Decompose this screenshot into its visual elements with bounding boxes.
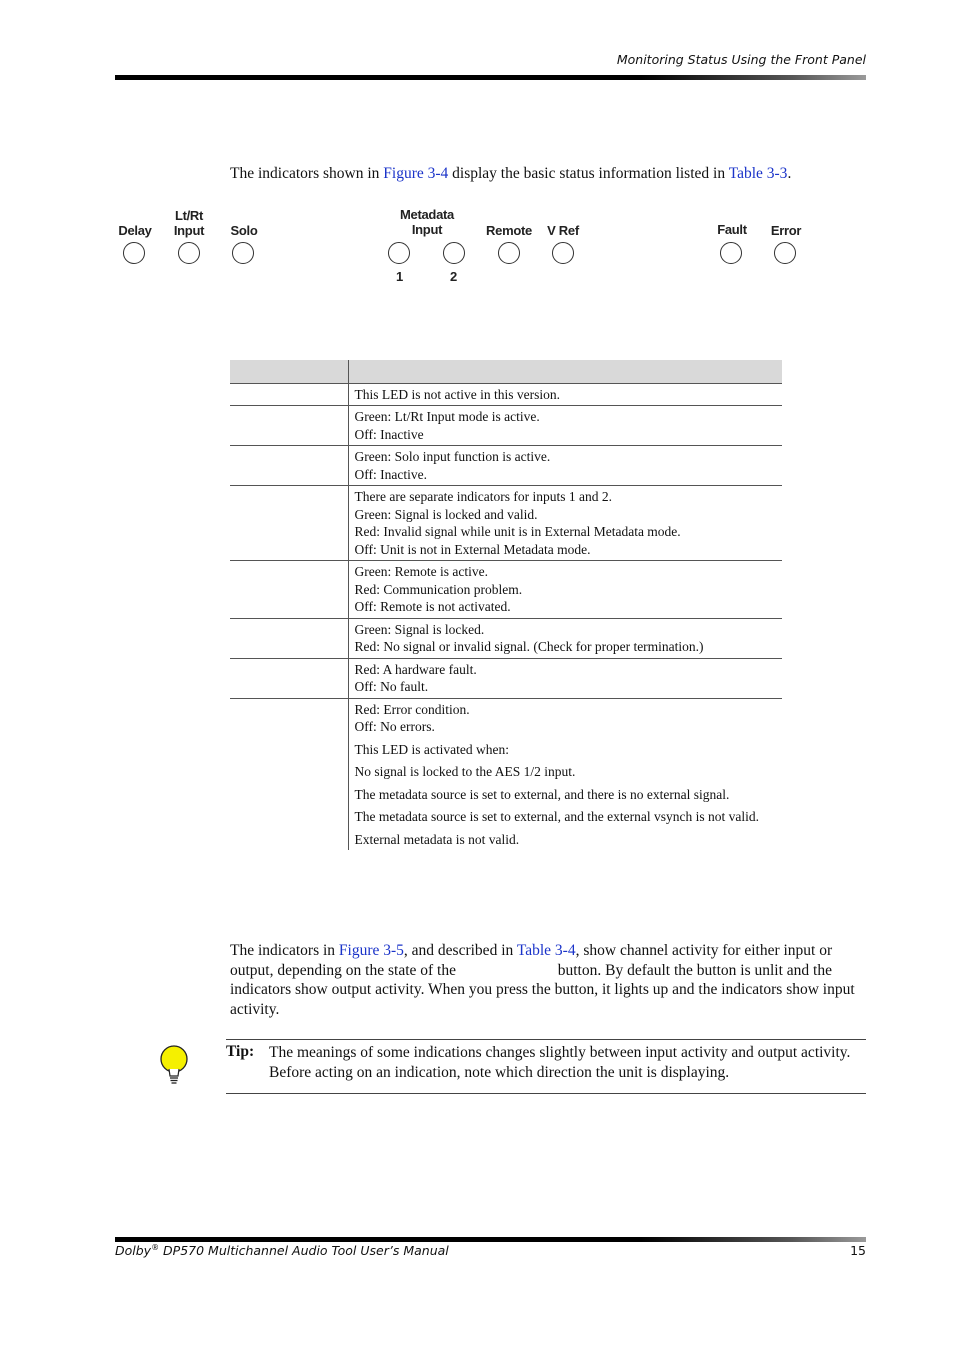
cell-line: Red: Invalid signal while unit is in External Metadata mode. (354, 524, 681, 539)
cell-line: Off: Inactive (354, 426, 424, 442)
para2-text-2: , and described in (403, 942, 517, 959)
led-label-error: Error (770, 223, 802, 238)
figure-link[interactable]: Figure 3-4 (383, 165, 449, 182)
table-cell-empty (230, 561, 348, 619)
led-label-ltrt: Lt/Rt Input (173, 208, 205, 238)
para2-text-4: button. By default the button is unlit and the indicators show output activity. When you press the button, it lights up and the indicators show input activity. (230, 961, 855, 1018)
para2-text-3: , show channel activity for either input or output, depending on the state of the (230, 942, 833, 979)
cell-line: Red: Communication problem. (354, 581, 523, 597)
cell-line: The metadata source is set to external, and there is no external signal. (354, 786, 730, 802)
cell-line: Green: Solo input function is active. (354, 449, 551, 464)
cell-line: Red: A hardware fault. (354, 661, 477, 677)
led-fault-circle (720, 242, 742, 264)
lightbulb-icon (158, 1043, 190, 1087)
led-ltrt-circle (178, 242, 200, 264)
table-cell (348, 561, 782, 619)
table-header-cell (348, 360, 782, 383)
table-cell-empty (230, 446, 348, 486)
table-cell (348, 486, 782, 561)
table-cell-empty (230, 698, 348, 850)
intro-text-3: . (787, 165, 792, 182)
intro-text-2: display the basic status information listed in (448, 165, 729, 182)
footer-rule (115, 1237, 866, 1242)
table-cell-empty (230, 406, 348, 446)
cell-line: Green: Signal is locked. (354, 621, 485, 637)
figure-link[interactable]: Figure 3-5 (338, 942, 404, 959)
table-row (230, 446, 782, 486)
table-cell (348, 406, 782, 446)
cell-line: This LED is not active in this version. (354, 386, 560, 402)
led-indicator-figure (110, 200, 830, 290)
tip-text: The meanings of some indications changes slightly between input activity and output activity. Before acting on an indication, note which direction the unit is displaying. (269, 1044, 851, 1081)
cell-line: Off: No errors. (354, 719, 435, 734)
led-metadata-1-circle (388, 242, 410, 264)
metadata-input-number-2: 2 (450, 269, 458, 284)
footer-title (115, 1243, 449, 1258)
table-row (230, 618, 782, 658)
led-error-circle (774, 242, 796, 264)
cell-line: Red: Error condition. (354, 701, 470, 717)
led-metadata-2-circle (443, 242, 465, 264)
page-number: 15 (850, 1243, 866, 1258)
led-label-vref: V Ref (547, 223, 579, 238)
table-cell (348, 618, 782, 658)
led-delay-circle (123, 242, 145, 264)
cell-line: Off: Remote is not activated. (354, 599, 511, 614)
cell-line: Red: No signal or invalid signal. (Check for proper termination.) (354, 639, 704, 654)
table-link[interactable]: Table 3-3 (728, 165, 788, 182)
cell-line: Green: Signal is locked and valid. (354, 506, 538, 522)
tip-top-rule (226, 1039, 866, 1040)
metadata-input-number-1: 1 (396, 269, 404, 284)
table-row (230, 486, 782, 561)
intro-text-1: The indicators shown in (230, 165, 384, 182)
table-cell (348, 446, 782, 486)
led-solo-circle (232, 242, 254, 264)
cell-line: This LED is activated when: (354, 741, 509, 757)
status-table (230, 360, 782, 850)
led-error (741, 200, 831, 238)
cell-line: The metadata source is set to external, and the external vsynch is not valid. (354, 809, 759, 824)
led-label-delay: Delay (118, 223, 152, 238)
cell-line: Green: Remote is active. (354, 564, 488, 579)
cell-line: No signal is locked to the AES 1/2 input. (354, 764, 576, 779)
table-link[interactable]: Table 3-4 (516, 942, 576, 959)
led-label-solo: Solo (230, 223, 258, 238)
table-cell (348, 383, 782, 406)
registered-mark: ® (151, 1243, 160, 1252)
led-vref (518, 200, 608, 238)
cell-line: External metadata is not valid. (354, 831, 520, 847)
table-cell-empty (230, 658, 348, 698)
table-cell-empty (230, 618, 348, 658)
table-row (230, 383, 782, 406)
table-row (230, 561, 782, 619)
footer-brand: Dolby (115, 1243, 152, 1259)
para2-text-1: The indicators in (230, 942, 339, 959)
cell-line: Green: Lt/Rt Input mode is active. (354, 409, 540, 424)
cell-line: Off: Inactive. (354, 466, 427, 482)
channel-activity-paragraph (230, 941, 866, 1019)
header-rule (115, 75, 866, 80)
cell-line: Off: No fault. (354, 679, 429, 694)
led-label-remote: Remote (486, 223, 532, 238)
led-remote-circle (498, 242, 520, 264)
footer-manual-title: DP570 Multichannel Audio Tool User’s Manual (159, 1243, 449, 1259)
table-cell-empty (230, 486, 348, 561)
table-header-row (230, 360, 782, 383)
running-header: Monitoring Status Using the Front Panel (616, 52, 866, 67)
led-vref-circle (552, 242, 574, 264)
table-cell-empty (230, 383, 348, 406)
intro-paragraph (230, 164, 866, 184)
table-row (230, 658, 782, 698)
cell-line: There are separate indicators for inputs 1 and 2. (354, 489, 613, 504)
led-label-fault: Fault (717, 222, 747, 237)
table-cell (348, 658, 782, 698)
tip-bottom-rule (226, 1093, 866, 1094)
led-label-metadata: Metadata Input (400, 207, 454, 237)
table-row (230, 698, 782, 850)
led-solo (199, 200, 289, 238)
tip-label: Tip: (226, 1043, 255, 1060)
led-metadata-input (382, 200, 472, 237)
cell-line: Off: Unit is not in External Metadata mode. (354, 541, 591, 557)
table-cell (348, 698, 782, 850)
table-header-cell (230, 360, 348, 383)
table-row (230, 406, 782, 446)
